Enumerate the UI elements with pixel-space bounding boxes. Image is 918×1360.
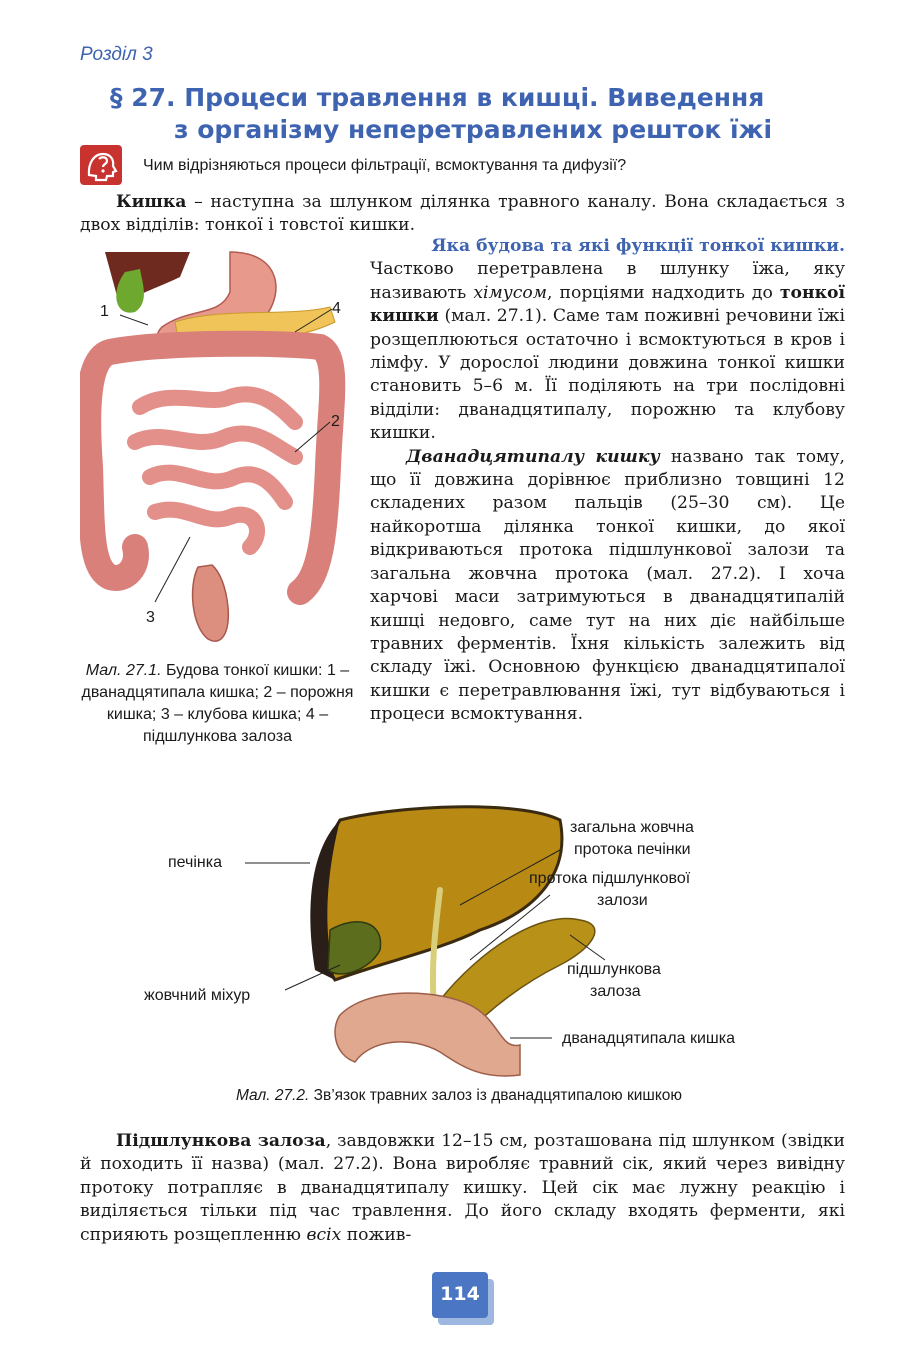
label-pancreas-1: підшлункова bbox=[567, 961, 661, 978]
figure1-label-4: 4 bbox=[332, 300, 341, 317]
question-text: Чим відрізняються процеси фільтрації, всмоктування та дифузії? bbox=[143, 157, 627, 174]
pancreas-term: Підшлункова залоза bbox=[116, 1131, 326, 1151]
small-intestine-paragraph-2 bbox=[370, 446, 845, 727]
figure2-caption-prefix: Мал. 27.2. bbox=[235, 1087, 310, 1104]
pancreas-text-em: всіх bbox=[306, 1224, 342, 1245]
page-title bbox=[110, 82, 870, 146]
figure2-caption-text: Зв’язок травних залоз із дванадцятипалою кишкою bbox=[309, 1087, 683, 1104]
p1-part-a: Частково перетравлена в шлунку їжа, яку називають bbox=[370, 259, 845, 303]
pancreas-text-b: пожив- bbox=[341, 1224, 412, 1245]
label-bile-duct-2: протока печінки bbox=[574, 841, 691, 858]
question-icon bbox=[80, 145, 122, 185]
small-intestine-section bbox=[370, 235, 845, 727]
label-pancreatic-duct-1: протока підшлункової bbox=[529, 870, 691, 887]
p1-part-b: , порціями надходить до bbox=[547, 282, 780, 303]
intro-term: Кишка bbox=[116, 192, 187, 212]
p2-text: названо так тому, що її довжина дорівнює приблизно товщині 12 складених разом пальців (25–30 см). Це найкоротша ділянка тонкої кишки, до якої відкриваються протока підшлункової залози та загальна жовчна протока (мал. 27.2). І хоча харчові маси затримуються в дванадцятипалій кишці недовго, саме тут на них діє найбільше травних ферментів. Їхня кількість залежить від складу їжі. Основною функцією дванадцятипалої кишки є перетравлювання їжі, тут відбуваються і процеси всмоктування. bbox=[370, 446, 845, 725]
small-intestine-subheading: Яка будова та які функції тонкої кишки. bbox=[431, 236, 845, 256]
label-pancreas-2: залоза bbox=[590, 983, 641, 1000]
title-line-1: § 27. Процеси травлення в кишці. Виведення bbox=[110, 83, 765, 112]
figure1-caption-text: Будова тонкої кишки: 1 – дванадцятипала кишка; 2 – порожня кишка; 3 – клубова кишка; 4 – підшлункова залоза bbox=[81, 662, 354, 745]
p1-term-chyme: хімусом bbox=[473, 282, 547, 303]
intro-paragraph bbox=[80, 191, 845, 238]
label-pancreatic-duct-2: залози bbox=[597, 892, 648, 909]
label-bile-duct-1: загальна жовчна bbox=[570, 819, 694, 836]
figure1-label-3: 3 bbox=[146, 609, 155, 626]
figure2-caption bbox=[0, 1087, 918, 1105]
intro-text: – наступна за шлунком ділянка травного каналу. Вона складається з двох відділів: тонкої і товстої кишки. bbox=[80, 192, 845, 236]
pancreas-paragraph bbox=[80, 1130, 845, 1247]
label-duodenum: дванадцятипала кишка bbox=[562, 1030, 735, 1047]
figure-small-intestine bbox=[80, 247, 355, 657]
figure1-label-1: 1 bbox=[100, 303, 109, 320]
figure1-label-2: 2 bbox=[331, 413, 340, 430]
figure1-caption-prefix: Мал. 27.1. bbox=[85, 662, 162, 679]
label-liver: печінка bbox=[168, 854, 223, 871]
section-label: Розділ 3 bbox=[80, 44, 153, 65]
figure1-caption bbox=[80, 660, 355, 748]
label-gallbladder: жовчний міхур bbox=[144, 987, 251, 1004]
title-line-2: з організму неперетравлених решток їжі bbox=[174, 115, 773, 144]
pancreas-text-a: , завдовжки 12–15 см, розташована під шлунком (звідки й походить її назва) (мал. 27.2). Вона виробляє травний сік, який через вивідну протоку потрапляє в дванадцятипалу кишку. Цей сік має лужну реакцію і виділяється тільки під час травлення. До його складу входять ферменти, які сприяють розщепленню bbox=[80, 1131, 845, 1245]
page-number: 114 bbox=[440, 1283, 480, 1305]
p2-term-duodenum: Дванадцятипалу кишку bbox=[406, 446, 660, 467]
p1-term-small-intestine: тонкої кишки bbox=[370, 282, 845, 327]
small-intestine-paragraph-1 bbox=[370, 258, 845, 445]
p1-part-c: (мал. 27.1). Саме там поживні речовини їжі розщеплюються остаточно і всмоктуються в кров і лімфу. У дорослої людини довжина тонкої кишки становить 5–6 м. Її поділяють на три послідовні відділи: дванадцятипалу, порожню та клубову кишки. bbox=[370, 306, 845, 444]
